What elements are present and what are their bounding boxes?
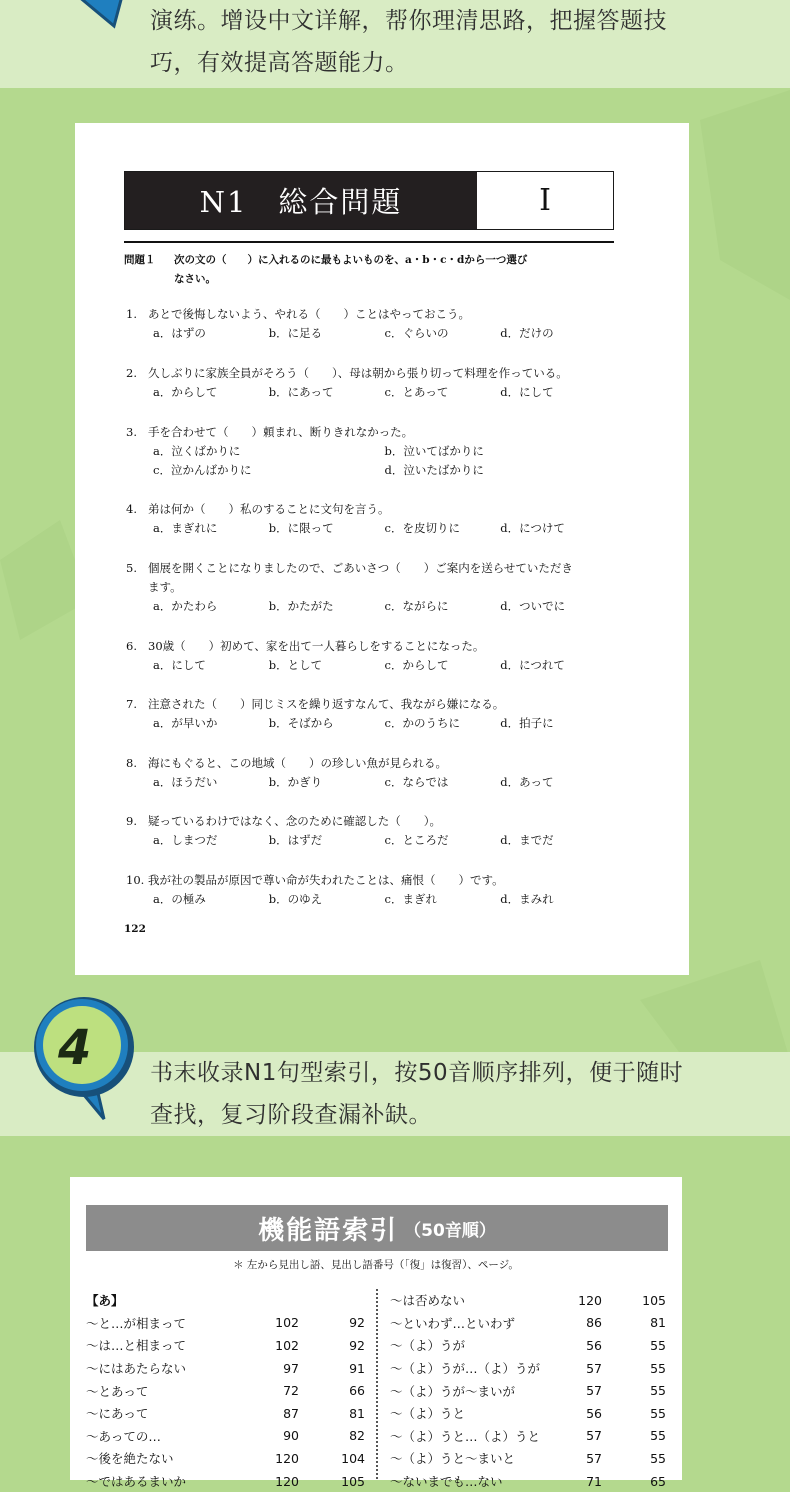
- index-title: 機能語索引: [258, 1215, 399, 1246]
- index-page: 65: [650, 1473, 666, 1489]
- index-page: 81: [349, 1405, 365, 1421]
- option-a: a．ほうだい: [153, 775, 218, 789]
- index-term: ～（よ）うと～まいと: [390, 1451, 516, 1467]
- option-b: b．はずだ: [268, 833, 323, 847]
- band-1-line-1: 演练。增设中文详解，帮你理清思路，把握答题技: [150, 8, 667, 34]
- index-page: 105: [341, 1473, 365, 1489]
- option-d: d．につけて: [500, 521, 565, 535]
- question-stem: あとで後悔しないよう、やれる（ ）ことはやっておこう。: [148, 307, 470, 321]
- index-entry: [86, 1357, 365, 1380]
- option-b: b．そばから: [268, 716, 334, 730]
- index-entry: [86, 1312, 365, 1335]
- option-b: b．にあって: [268, 385, 334, 399]
- index-entry: [86, 1425, 365, 1448]
- exam-title-numeral: Ⅰ: [539, 183, 551, 218]
- index-page: 92: [349, 1337, 365, 1353]
- option-b: b．に足る: [268, 326, 323, 340]
- option-a: a．にして: [153, 658, 206, 672]
- index-entry-number: 57: [586, 1360, 602, 1376]
- index-entry: [86, 1379, 365, 1402]
- question-8: [126, 754, 616, 792]
- index-entry: [390, 1425, 666, 1448]
- index-entry: [86, 1289, 365, 1312]
- option-b: b．として: [268, 658, 323, 672]
- question-stem: 疑っているわけではなく、念のために確認した（ ）。: [148, 814, 442, 828]
- question-6: [126, 637, 616, 675]
- question-number: 8.: [126, 756, 137, 770]
- index-entry: [390, 1470, 666, 1492]
- index-entry: [390, 1447, 666, 1470]
- option-c: c．ながらに: [384, 599, 449, 613]
- question-number: 10.: [126, 873, 145, 887]
- index-entry-number: 102: [275, 1337, 299, 1353]
- option-c: c．ぐらいの: [384, 326, 449, 340]
- index-entry-number: 97: [283, 1360, 299, 1376]
- index-entry-number: 102: [275, 1315, 299, 1331]
- question-5: [126, 559, 616, 616]
- option-c: c．ところだ: [384, 833, 449, 847]
- index-entry: [86, 1334, 365, 1357]
- index-entry-number: 71: [586, 1473, 602, 1489]
- option-c: c．からして: [384, 658, 449, 672]
- index-page-card: [70, 1177, 682, 1490]
- index-term: ～（よ）うが: [390, 1338, 466, 1354]
- option-c: c．まぎれ: [384, 892, 437, 906]
- index-term: ～と…が相まって: [86, 1315, 187, 1331]
- option-b: b．泣いてばかりに: [384, 444, 484, 458]
- question-number: 1.: [126, 307, 137, 321]
- feature-band-1: [0, 0, 790, 88]
- index-entry-number: 86: [586, 1315, 602, 1331]
- index-term: ～は否めない: [390, 1293, 466, 1309]
- index-term: 【あ】: [86, 1293, 124, 1309]
- question-stem: 我が社の製品が原因で尊い命が失われたことは、痛恨（ ）です。: [148, 873, 504, 887]
- title-rule: [124, 241, 614, 243]
- option-a: a．からして: [153, 385, 218, 399]
- question-number: 3.: [126, 425, 137, 439]
- index-entry-number: 90: [283, 1428, 299, 1444]
- index-page: 82: [349, 1428, 365, 1444]
- option-c: c．ならでは: [384, 775, 449, 789]
- question-9: [126, 812, 616, 850]
- question-stem: 海にもぐると、この地域（ ）の珍しい魚が見られる。: [148, 756, 447, 770]
- step-number: 4: [58, 1020, 92, 1076]
- index-page: 55: [650, 1383, 666, 1399]
- speech-bubble-tip-icon: [70, 0, 130, 30]
- question-7: [126, 695, 616, 733]
- question-4: [126, 500, 616, 538]
- column-divider: [376, 1289, 378, 1479]
- index-term: ～は…と相まって: [86, 1338, 187, 1354]
- index-term: ～ではあるまいか: [86, 1474, 187, 1490]
- instruction-label: 問題１: [124, 254, 156, 266]
- index-entry: [390, 1334, 666, 1357]
- index-entry-number: 57: [586, 1383, 602, 1399]
- band-1-text: [150, 0, 667, 84]
- index-term: ～にはあたらない: [86, 1361, 187, 1377]
- index-page: 104: [341, 1450, 365, 1466]
- index-term: ～といわず…といわず: [390, 1315, 516, 1331]
- page-number: 122: [124, 923, 146, 935]
- question-number: 2.: [126, 366, 137, 380]
- index-term: ～（よ）うと…（よ）うと: [390, 1428, 541, 1444]
- instruction-line-2: なさい。: [174, 273, 216, 285]
- question-stem: 個展を開くことになりましたので、ごあいさつ（ ）ご案内を送らせていただき: [148, 561, 573, 575]
- index-page: 91: [349, 1360, 365, 1376]
- index-term: ～あっての…: [86, 1428, 161, 1444]
- index-term: ～（よ）うが…（よ）うが: [390, 1361, 541, 1377]
- index-page: 55: [650, 1337, 666, 1353]
- index-entry: [86, 1470, 365, 1492]
- option-c: c．泣かんばかりに: [153, 463, 252, 477]
- option-a: a．かたわら: [153, 599, 218, 613]
- index-entry: [390, 1289, 666, 1312]
- option-b: b．のゆえ: [268, 892, 323, 906]
- exam-page-card: [75, 123, 689, 975]
- index-entry: [390, 1402, 666, 1425]
- index-term: ～とあって: [86, 1383, 149, 1399]
- index-left-column: [86, 1289, 365, 1492]
- option-a: a．の極み: [153, 892, 206, 906]
- index-right-column: [390, 1289, 666, 1492]
- index-entry-number: 120: [275, 1450, 299, 1466]
- index-entry-number: 72: [283, 1383, 299, 1399]
- option-d: d．までだ: [500, 833, 554, 847]
- band-1-line-2: 巧，有效提高答题能力。: [150, 50, 409, 76]
- index-subtitle: （50音順）: [404, 1220, 496, 1241]
- index-entry-number: 57: [586, 1428, 602, 1444]
- band-2-text: [150, 1052, 683, 1136]
- index-entry-number: 120: [275, 1473, 299, 1489]
- index-note: ＊ 左から見出し語、見出し語番号（「復」は復習）、ページ。: [233, 1259, 519, 1271]
- index-page: 92: [349, 1315, 365, 1331]
- index-entry: [390, 1312, 666, 1335]
- question-2: [126, 364, 616, 402]
- index-entry-number: 56: [586, 1405, 602, 1421]
- question-number: 9.: [126, 814, 137, 828]
- option-d: d．ついでに: [500, 599, 566, 613]
- exam-title-bar: [124, 171, 614, 230]
- question-number: 4.: [126, 502, 137, 516]
- index-page: 55: [650, 1428, 666, 1444]
- index-entry: [86, 1402, 365, 1425]
- question-1: [126, 305, 616, 343]
- index-entry-number: 120: [578, 1292, 602, 1308]
- option-d: d．拍子に: [500, 716, 554, 730]
- question-stem: 注意された（ ）同じミスを繰り返すなんて、我ながら嫌になる。: [148, 697, 505, 711]
- index-page: 66: [349, 1383, 365, 1399]
- index-entry: [390, 1357, 666, 1380]
- index-term: ～（よ）うと: [390, 1406, 466, 1422]
- option-a: a．が早いか: [153, 716, 218, 730]
- question-10: [126, 871, 616, 909]
- index-page: 55: [650, 1450, 666, 1466]
- exam-instruction: [124, 251, 616, 289]
- option-d: d．あって: [500, 775, 554, 789]
- question-stem: 久しぶりに家族全員がそろう（ ）、母は朝から張り切って料理を作っている。: [148, 366, 568, 380]
- instruction-line-1: 次の文の（ ）に入れるのに最もよいものを、a・b・c・dから一つ選び: [174, 254, 528, 266]
- question-stem: 30歳（ ）初めて、家を出て一人暮らしをすることになった。: [148, 639, 485, 653]
- index-entry: [86, 1447, 365, 1470]
- option-c: c．を皮切りに: [384, 521, 460, 535]
- option-d: d．につれて: [500, 658, 565, 672]
- index-term: ～にあって: [86, 1406, 149, 1422]
- option-d: d．だけの: [500, 326, 554, 340]
- question-stem: 手を合わせて（ ）頼まれ、断りきれなかった。: [148, 425, 414, 439]
- index-header: [86, 1205, 668, 1251]
- option-d: d．にして: [500, 385, 554, 399]
- index-term: ～（よ）うが～まいが: [390, 1383, 516, 1399]
- index-page: 81: [650, 1315, 666, 1331]
- index-term: ～後を絶たない: [86, 1451, 174, 1467]
- question-number: 5.: [126, 561, 137, 575]
- band-2-line-1: 书末收录N1句型索引，按50音顺序排列，便于随时: [150, 1060, 684, 1086]
- option-b: b．かたがた: [268, 599, 334, 613]
- index-entry-number: 57: [586, 1450, 602, 1466]
- index-page: 55: [650, 1360, 666, 1376]
- option-a: a．まぎれに: [153, 521, 218, 535]
- index-page: 55: [650, 1405, 666, 1421]
- index-entry: [390, 1379, 666, 1402]
- question-number: 7.: [126, 697, 137, 711]
- exam-title: N1 総合問題: [125, 172, 477, 229]
- option-a: a．泣くばかりに: [153, 444, 241, 458]
- index-entry-number: 56: [586, 1337, 602, 1353]
- index-entry-number: 87: [283, 1405, 299, 1421]
- option-b: b．に限って: [268, 521, 334, 535]
- question-number: 6.: [126, 639, 137, 653]
- index-term: ～ないまでも…ない: [390, 1474, 503, 1490]
- band-2-line-2: 查找，复习阶段查漏补缺。: [150, 1102, 432, 1128]
- option-c: c．かのうちに: [384, 716, 460, 730]
- option-d: d．まみれ: [500, 892, 554, 906]
- option-a: a．はずの: [153, 326, 206, 340]
- option-d: d．泣いたばかりに: [384, 463, 484, 477]
- option-b: b．かぎり: [268, 775, 323, 789]
- question-stem: 弟は何か（ ）私のすることに文句を言う。: [148, 502, 390, 516]
- question-3: [126, 423, 616, 480]
- question-stem-continued: ます。: [148, 580, 182, 594]
- option-a: a．しまつだ: [153, 833, 218, 847]
- index-page: 105: [642, 1292, 666, 1308]
- option-c: c．とあって: [384, 385, 449, 399]
